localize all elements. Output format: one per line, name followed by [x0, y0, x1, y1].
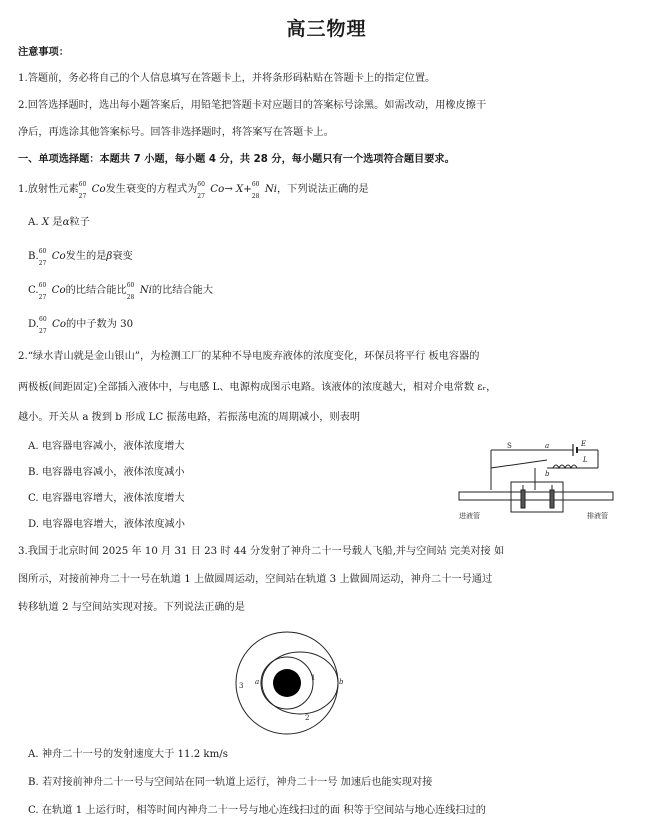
- q3-option-a: A. 神舟二十一号的发射速度大于 11.2 km/s: [28, 749, 228, 760]
- reaction-arrow: → X+: [224, 184, 252, 195]
- q1-stem: [18, 181, 369, 200]
- q2-option-b: B. 电容器电容减小，液体浓度减小: [28, 467, 185, 478]
- notice-item-2-cont: 净后，再选涂其他答案标号。回答非选择题时，将答案写在答题卡上。: [18, 127, 334, 138]
- cobalt-nuclide: 60 27 Co: [78, 181, 106, 200]
- q2-option-d: D. 电容器电容增大，液体浓度减小: [28, 519, 185, 530]
- q1-stem-post: ，下列说法正确的是: [277, 184, 369, 195]
- nickel-nuclide: 60 28 Ni: [251, 181, 277, 200]
- q1-stem-mid: 发生衰变的方程式为: [105, 184, 198, 195]
- q3-stem-line-1: 3.我国于北京时间 2025 年 10 月 31 日 23 时 44 分发射了神舟二十一号载人飞船,并与空间站 完美对接 如: [18, 546, 505, 557]
- q1-option-b: B. 60 27 Co发生的是β衰变: [28, 248, 133, 267]
- page-title: 高三物理: [286, 18, 367, 40]
- orbit-label-1: 1: [311, 674, 316, 682]
- label-inlet: 进液管: [459, 512, 480, 520]
- q1-stem-pre: 1.放射性元素: [18, 184, 79, 195]
- label-l: L: [583, 456, 588, 464]
- q2-stem-line-3: 越小。开关从 a 拨到 b 形成 LC 振荡电路，若振荡电流的周期减小，则表明: [18, 412, 361, 423]
- orbit-label-2: 2: [305, 714, 310, 722]
- section-heading: 一、单项选择题：本题共 7 小题，每小题 4 分，共 28 分，每小题只有一个选项符合题目要求。: [18, 154, 455, 165]
- q3-option-b: B. 若对接前神舟二十一号与空间站在同一轨道上运行，神舟二十一号 加速后也能实现对接: [28, 777, 433, 788]
- notice-item-1: 1.答题前，务必将自己的个人信息填写在答题卡上，并将条形码粘贴在答题卡上的指定位置。: [18, 73, 436, 84]
- q2-option-a: A. 电容器电容减小，液体浓度增大: [28, 441, 185, 452]
- label-a: a: [545, 442, 550, 450]
- notice-item-2: 2.回答选择题时，选出每小题答案后，用铅笔把答题卡对应题目的答案标号涂黑。如需改动，用橡皮擦干: [18, 100, 487, 111]
- cobalt-nuclide: 60 27 Co: [197, 181, 225, 200]
- lc-circuit-figure: [455, 440, 625, 525]
- label-b: b: [545, 470, 550, 478]
- q2-stem-line-1: 2.“绿水青山就是金山银山”，为检测工厂的某种不导电废弃液体的浓度变化，环保员将平行 板电容器的: [18, 351, 480, 362]
- orbit-figure: [225, 628, 350, 738]
- label-e: E: [581, 440, 587, 448]
- notice-heading: 注意事项：: [18, 47, 69, 58]
- q3-option-c: C. 在轨道 1 上运行时，相等时间内神舟二十一号与地心连线扫过的面 积等于空间站与地心连线扫过的: [28, 805, 486, 816]
- point-a-label: a: [255, 678, 260, 686]
- q3-stem-line-3: 转移轨道 2 与空间站实现对接。下列说法正确的是: [18, 602, 245, 613]
- q2-option-c: C. 电容器电容增大，液体浓度增大: [28, 493, 185, 504]
- label-s: S: [507, 442, 512, 450]
- orbit-label-3: 3: [239, 682, 244, 690]
- q1-option-c: C. 60 27 Co的比结合能比 60 28 Ni的比结合能大: [28, 282, 214, 301]
- q1-option-d: D. 60 27 Co的中子数为 30: [28, 316, 134, 335]
- label-outlet: 排液管: [587, 512, 608, 520]
- point-b-label: b: [339, 678, 344, 686]
- q1-option-a: A. X 是α粒子: [28, 217, 90, 228]
- earth: [273, 669, 301, 697]
- q3-stem-line-2: 图所示，对接前神舟二十一号在轨道 1 上做圆周运动，空间站在轨道 3 上做圆周运动，神舟二十一号通过: [18, 574, 493, 585]
- q2-stem-line-2: 两极板(间距固定)全部插入液体中，与电感 L、电源构成图示电路。该液体的浓度越大，相对介电常数 εᵣ，: [18, 382, 497, 393]
